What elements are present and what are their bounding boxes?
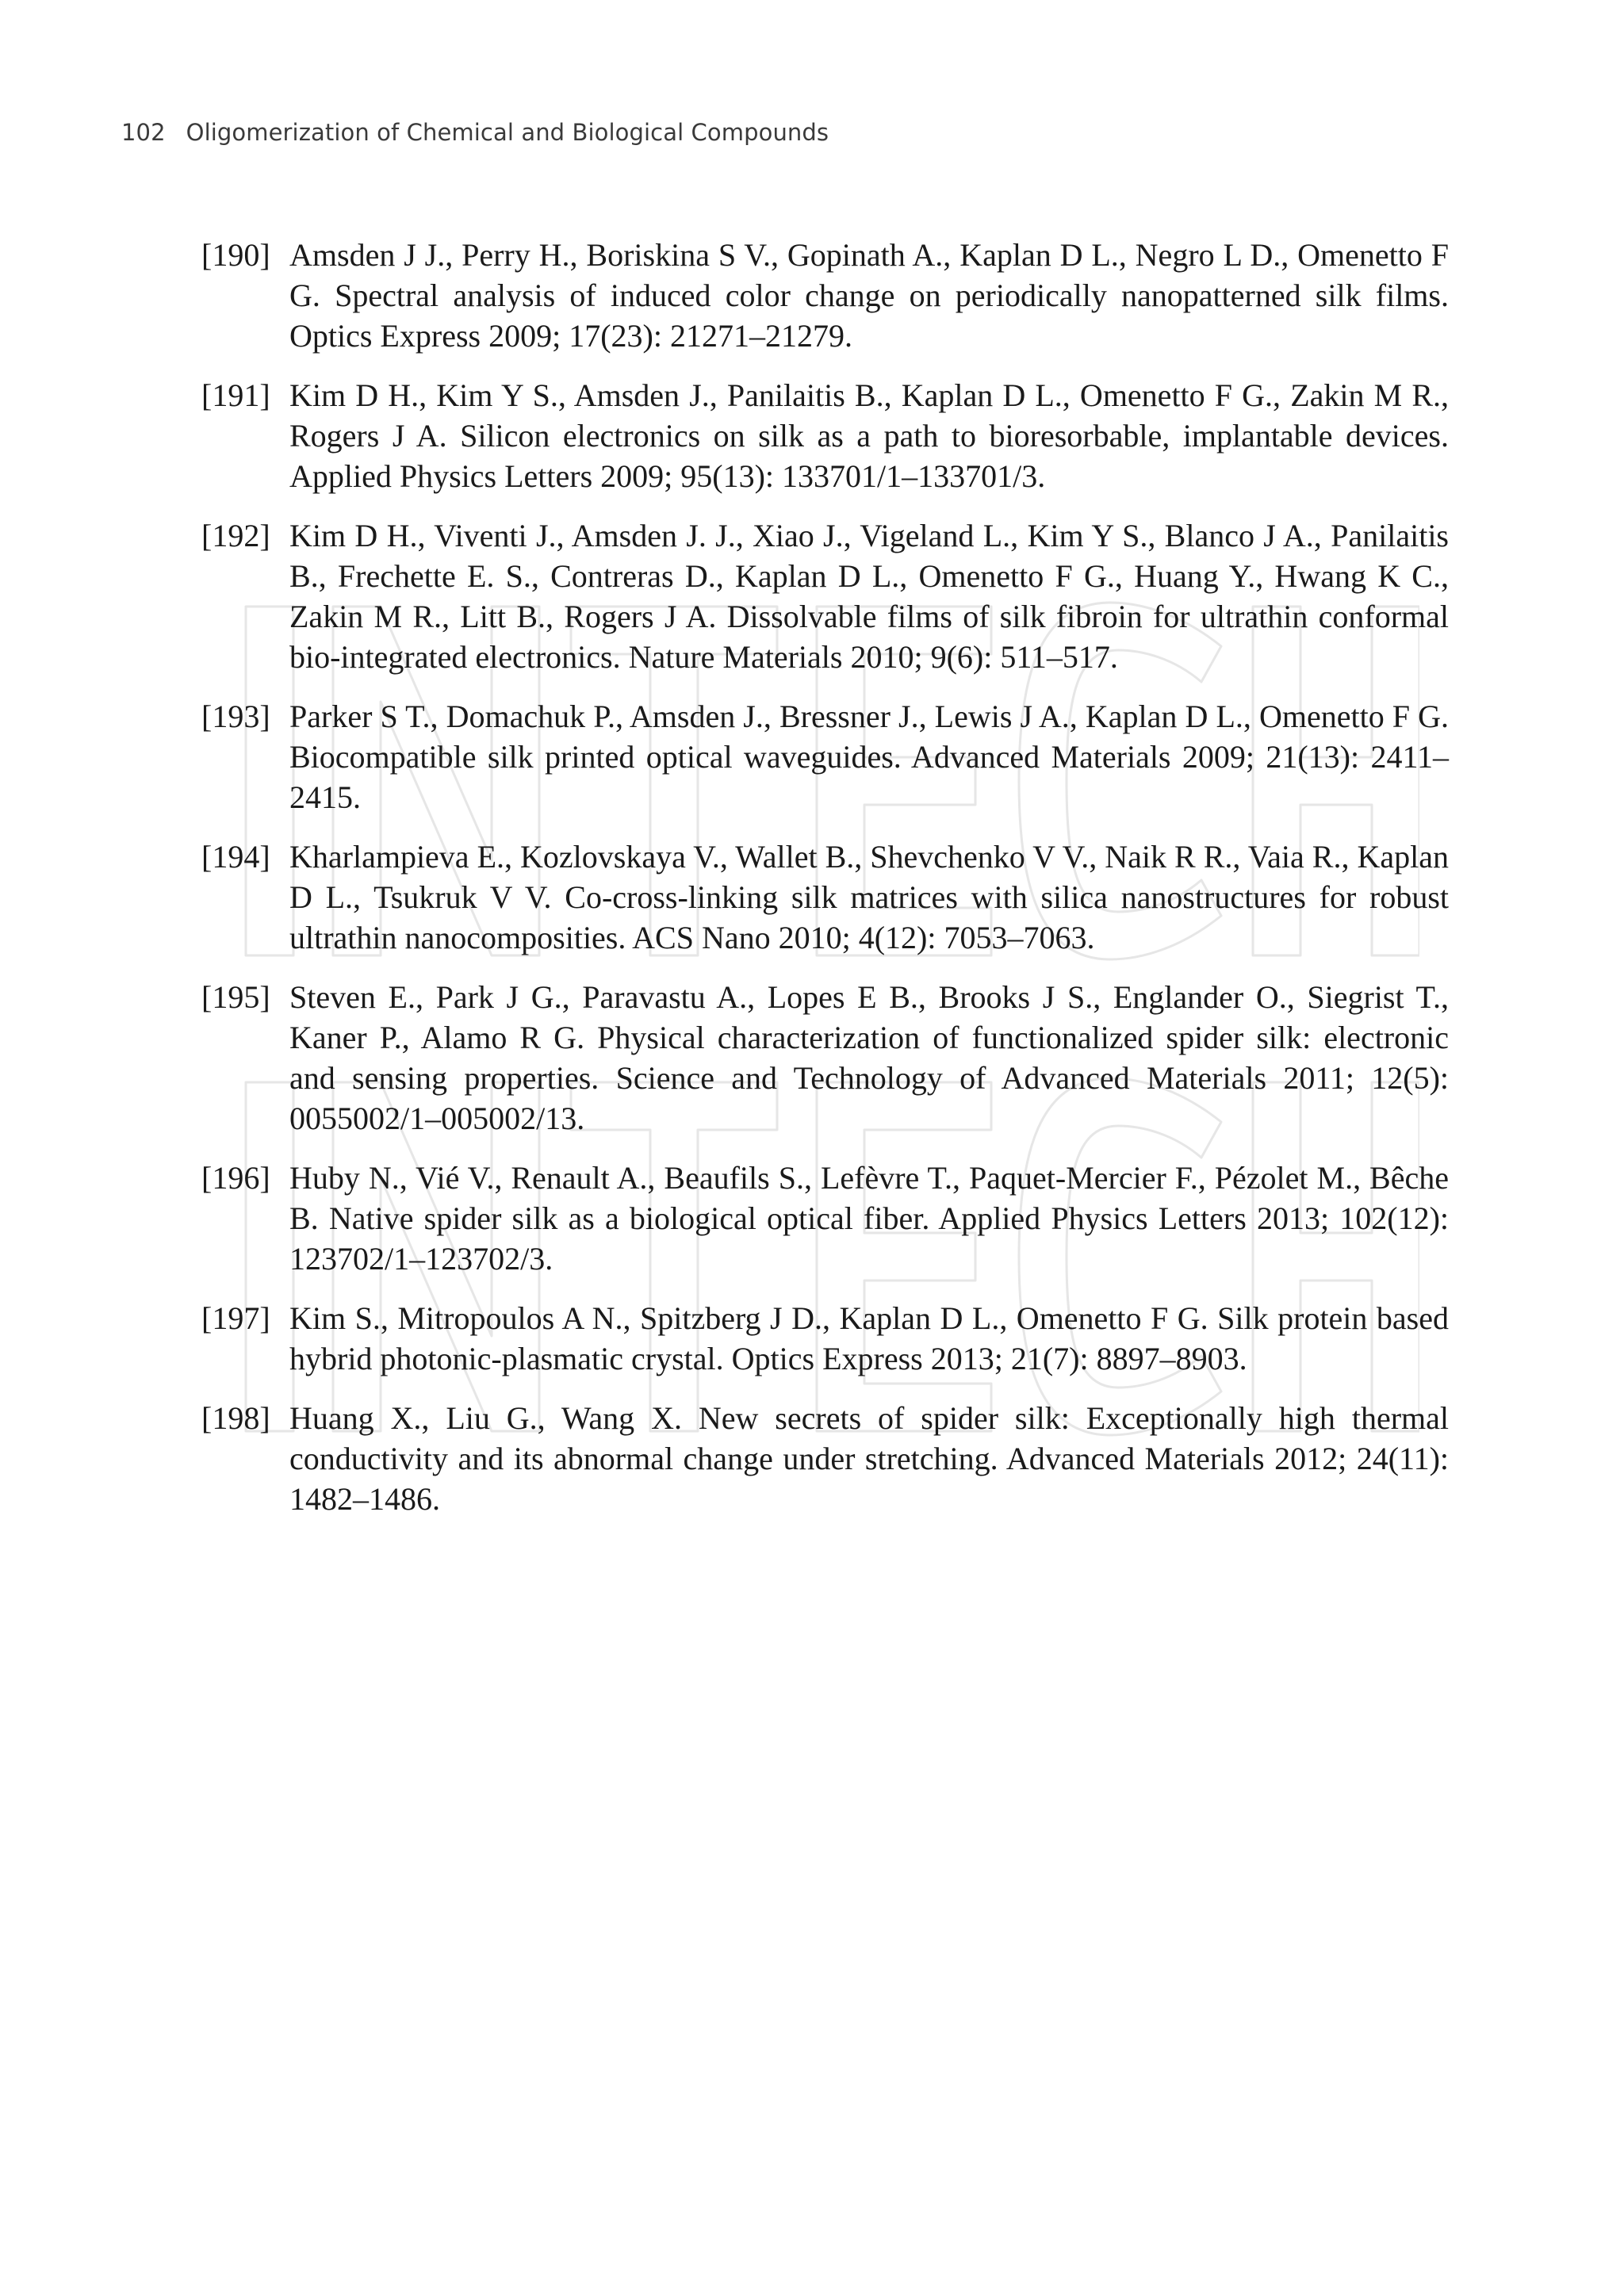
reference-label: [193] — [201, 699, 270, 734]
reference-label: [191] — [201, 377, 270, 413]
running-title: Oligomerization of Chemical and Biological Compounds — [186, 119, 829, 146]
reference-label: [197] — [201, 1300, 270, 1336]
reference-text: Steven E., Park J G., Paravastu A., Lopes E B., Brooks J S., Englander O., Siegrist T., Kaner P., Alamo R G. Physical characterization of functionalized spider silk: electronic and sensing properties. Science and Technology of Advanced Materials 2011; 12(5): 0055002/1–005002/13. — [289, 979, 1449, 1136]
reference-192 — [201, 515, 1449, 677]
reference-195 — [201, 977, 1449, 1139]
reference-190 — [201, 235, 1449, 356]
reference-197 — [201, 1298, 1449, 1379]
reference-191 — [201, 375, 1449, 496]
reference-text: Kharlampieva E., Kozlovskaya V., Wallet B., Shevchenko V V., Naik R R., Vaia R., Kaplan D L., Tsukruk V V. Co-cross-linking silk matrices with silica nanostructures for robust ultrathin nanocomposities. ACS Nano 2010; 4(12): 7053–7063. — [289, 839, 1449, 955]
reference-text: Parker S T., Domachuk P., Amsden J., Bressner J., Lewis J A., Kaplan D L., Omenetto F G. Biocompatible silk printed optical waveguides. Advanced Materials 2009; 21(13): 2411–2415. — [289, 699, 1449, 815]
reference-text: Huby N., Vié V., Renault A., Beaufils S., Lefèvre T., Paquet-Mercier F., Pézolet M., Bêche B. Native spider silk as a biological optical fiber. Applied Physics Letters 2013; 102(12): 123702/1–123702/3. — [289, 1160, 1449, 1277]
reference-text: Kim S., Mitropoulos A N., Spitzberg J D., Kaplan D L., Omenetto F G. Silk protein based hybrid photonic-plasmatic crystal. Optics Express 2013; 21(7): 8897–8903. — [289, 1300, 1449, 1376]
reference-label: [192] — [201, 518, 270, 553]
reference-label: [196] — [201, 1160, 270, 1196]
reference-list — [201, 235, 1449, 1538]
reference-text: Kim D H., Kim Y S., Amsden J., Panilaitis B., Kaplan D L., Omenetto F G., Zakin M R., Rogers J A. Silicon electronics on silk as a path to bioresorbable, implantable devices. Applied Physics Letters 2009; 95(13): 133701/1–133701/3. — [289, 377, 1449, 494]
reference-196 — [201, 1158, 1449, 1279]
reference-text: Kim D H., Viventi J., Amsden J. J., Xiao J., Vigeland L., Kim Y S., Blanco J A., Panilaitis B., Frechette E. S., Contreras D., Kaplan D L., Omenetto F G., Huang Y., Hwang K C., Zakin M R., Litt B., Rogers J A. Dissolvable films of silk fibroin for ultrathin conformal bio-integrated electronics. Nature Materials 2010; 9(6): 511–517. — [289, 518, 1449, 675]
reference-label: [194] — [201, 839, 270, 875]
reference-label: [198] — [201, 1400, 270, 1436]
reference-label: [190] — [201, 237, 270, 273]
reference-text: Huang X., Liu G., Wang X. New secrets of spider silk: Exceptionally high thermal conductivity and its abnormal change under stretching. Advanced Materials 2012; 24(11): 1482–1486. — [289, 1400, 1449, 1517]
page-number: 102 — [121, 119, 166, 146]
reference-label: [195] — [201, 979, 270, 1015]
running-header — [121, 119, 829, 146]
reference-193 — [201, 696, 1449, 817]
reference-194 — [201, 836, 1449, 958]
reference-text: Amsden J J., Perry H., Boriskina S V., Gopinath A., Kaplan D L., Negro L D., Omenetto F G. Spectral analysis of induced color change on periodically nanopatterned silk films. Optics Express 2009; 17(23): 21271–21279. — [289, 237, 1449, 354]
reference-198 — [201, 1398, 1449, 1519]
